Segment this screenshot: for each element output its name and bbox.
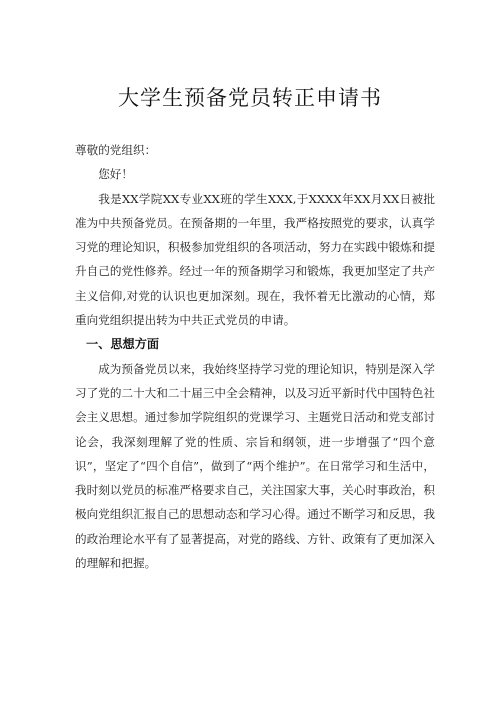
section-paragraph-thought: 成为预备党员以来，我始终坚持学习党的理论知识，特别是深入学习了党的二十大和二十届三中全会精神，以及习近平新时代中国特色社会主义思想。通过参加学院组织的党课学习、主题党日活动和党支部讨论会，我深刻理解了党的性质、宗旨和纲领，进一步增强了“四个意识”，坚定了“四个自信”，做到了“两个维护”。在日常学习和生活中，我时刻以党员的标准严格要求自己，关注国家大事，关心时事政治，积极向党组织汇报自己的思想动态和学习心得。通过不断学习和反思，我的政治理论水平有了显著提高，对党的路线、方针、政策有了更加深入的理解和把握。 bbox=[75, 361, 435, 571]
intro-paragraph: 我是XX学院XX专业XX班的学生XXX,于XXXX年XX月XX日被批准为中共预备党员。在预备期的一年里，我严格按照党的要求，认真学习党的理论知识，积极参加党组织的各项活动，努力在实践中锻炼和提升自己的党性修养。经过一年的预备期学习和锻炼，我更加坚定了共产主义信仰,对党的认识也更加深刻。现在，我怀着无比激动的心情，郑重向党组织提出转为中共正式党员的申请。 bbox=[75, 191, 435, 328]
greeting: 您好！ bbox=[98, 167, 133, 182]
document-body bbox=[75, 138, 435, 575]
section-heading-thought: 一、思想方面 bbox=[85, 337, 160, 352]
salutation: 尊敬的党组织： bbox=[75, 143, 157, 157]
document-title: 大学生预备党员转正申请书 bbox=[118, 86, 382, 110]
